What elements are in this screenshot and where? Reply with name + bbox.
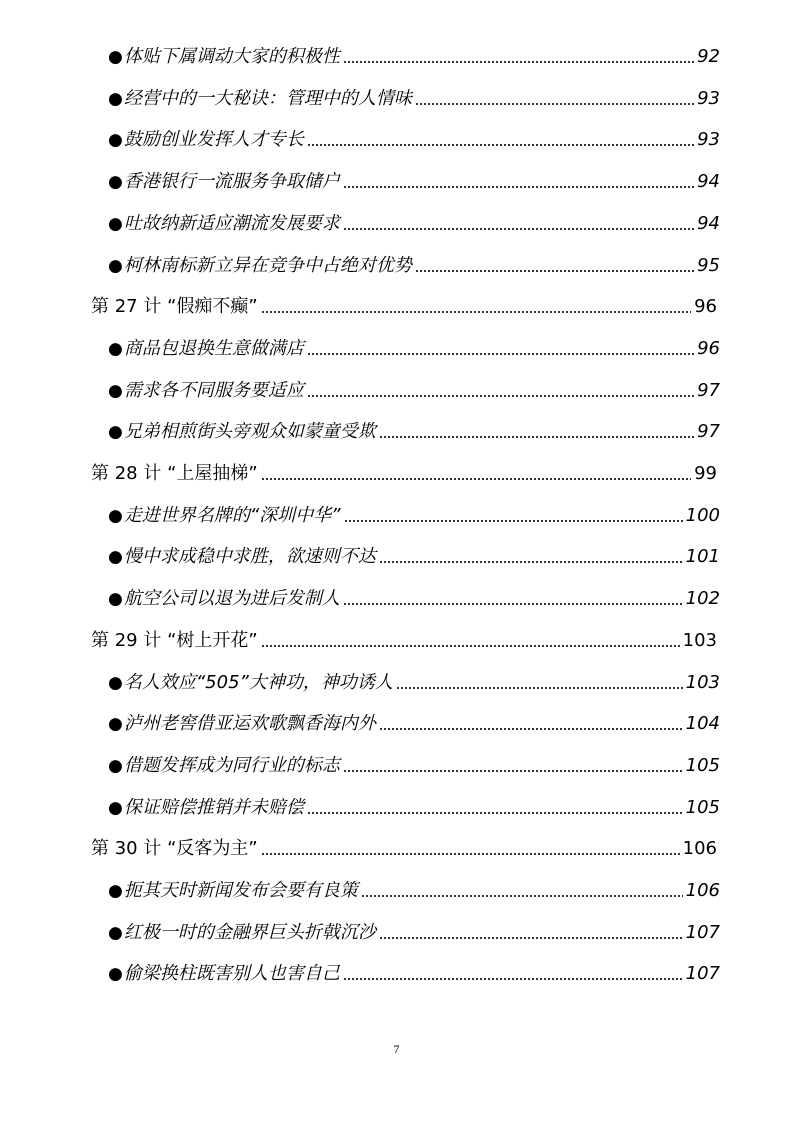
bullet-icon: ● [108, 130, 123, 151]
toc-chapter-entry[interactable] [91, 629, 717, 653]
toc-entry-title: 体贴下属调动大家的积极性 [123, 46, 340, 67]
dot-leader [344, 519, 683, 523]
dot-leader [261, 310, 691, 314]
dot-leader [343, 769, 683, 773]
dot-leader [379, 560, 683, 564]
toc-entry-page: 92 [697, 46, 720, 67]
toc-entry-page: 100 [685, 504, 720, 526]
toc-entry-page: 105 [685, 754, 720, 776]
bullet-icon: ● [108, 422, 123, 443]
bullet-icon: ● [108, 88, 123, 109]
bullet-icon: ● [108, 881, 123, 901]
toc-entry-page: 107 [685, 963, 720, 985]
toc-entry-title: 经营中的一大秘诀：管理中的人情味 [123, 87, 412, 109]
toc-entry-title: 柯林南标新立异在竞争中占绝对优势 [123, 254, 412, 276]
toc-entry-title: 扼其天时新闻发布会要有良策 [123, 880, 358, 901]
bullet-icon: ● [108, 547, 123, 568]
dot-leader [343, 60, 694, 64]
toc-sub-entry[interactable] [108, 587, 720, 611]
bullet-icon: ● [108, 380, 123, 401]
toc-chapter-entry[interactable] [91, 462, 717, 486]
toc-entry-title: 借题发挥成为同行业的标志 [123, 754, 340, 776]
toc-sub-entry[interactable] [108, 671, 720, 695]
dot-leader [307, 143, 694, 147]
toc-sub-entry[interactable] [108, 879, 720, 903]
toc-entry-page: 104 [685, 713, 720, 735]
bullet-icon: ● [108, 797, 123, 818]
dot-leader [261, 644, 680, 648]
bullet-icon: ● [108, 172, 123, 193]
dot-leader [261, 477, 691, 481]
toc-entry-page: 97 [697, 379, 720, 401]
toc-sub-entry[interactable] [108, 420, 720, 444]
bullet-icon: ● [108, 714, 123, 735]
toc-entry-title: 保证赔偿推销并未赔偿 [123, 796, 304, 818]
toc-entry-title: 走进世界名牌的“深圳中华” [123, 504, 341, 526]
toc-entry-title: 第 28 计 “上屋抽梯” [91, 463, 258, 484]
toc-entry-page: 105 [685, 796, 720, 818]
bullet-icon: ● [108, 964, 123, 985]
toc-entry-title: 第 27 计 “假痴不癫” [91, 296, 258, 318]
toc-entry-title: 商品包退换生意做满店 [123, 337, 304, 359]
toc-entry-title: 第 30 计 “反客为主” [91, 838, 258, 860]
toc-sub-entry[interactable] [108, 128, 720, 152]
bullet-icon: ● [108, 672, 123, 693]
dot-leader [261, 852, 680, 856]
toc-entry-title: 鼓励创业发挥人才专长 [123, 129, 304, 151]
toc-sub-entry[interactable] [108, 921, 720, 945]
toc-entry-page: 107 [685, 921, 720, 943]
toc-entry-title: 香港银行一流服务争取储户 [123, 171, 340, 193]
toc-entry-page: 106 [685, 880, 720, 901]
toc-sub-entry[interactable] [108, 504, 720, 528]
toc-entry-page: 97 [697, 421, 720, 443]
toc-entry-page: 99 [694, 463, 717, 484]
dot-leader [343, 977, 683, 981]
toc-entry-page: 106 [682, 838, 717, 860]
toc-entry-page: 95 [697, 254, 720, 276]
bullet-icon: ● [108, 589, 123, 610]
toc-entry-title: 慢中求成稳中求胜，欲速则不达 [123, 546, 376, 568]
bullet-icon: ● [108, 47, 123, 67]
dot-leader [361, 894, 683, 898]
toc-sub-entry[interactable] [108, 87, 720, 111]
toc-entry-title: 兄弟相煎街头旁观众如蒙童受欺 [123, 421, 376, 443]
toc-entry-title: 名人效应“505”大神功，神功诱人 [123, 671, 393, 693]
toc-chapter-entry[interactable] [91, 295, 717, 319]
dot-leader [415, 102, 694, 106]
dot-leader [307, 394, 694, 398]
dot-leader [343, 227, 694, 231]
toc-sub-entry[interactable] [108, 962, 720, 986]
toc-entry-page: 93 [697, 87, 720, 109]
toc-entry-title: 航空公司以退为进后发制人 [123, 588, 340, 610]
dot-leader [307, 352, 694, 356]
dot-leader [379, 936, 683, 940]
toc-sub-entry[interactable] [108, 254, 720, 278]
toc-sub-entry[interactable] [108, 379, 720, 403]
bullet-icon: ● [108, 338, 123, 359]
bullet-icon: ● [108, 505, 123, 526]
toc-entry-page: 102 [685, 588, 720, 610]
toc-entry-page: 94 [697, 171, 720, 193]
toc-sub-entry[interactable] [108, 545, 720, 569]
toc-entry-title: 第 29 计 “树上开花” [91, 629, 258, 651]
dot-leader [379, 435, 694, 439]
toc-entry-title: 偷梁换柱既害别人也害自己 [123, 963, 340, 985]
toc-entry-page: 101 [685, 546, 720, 568]
toc-entry-page: 93 [697, 129, 720, 151]
toc-entry-page: 103 [682, 629, 717, 651]
toc-entry-title: 泸州老窖借亚运欢歌飘香海内外 [123, 713, 376, 735]
dot-leader [307, 811, 683, 815]
bullet-icon: ● [108, 755, 123, 776]
toc-entry-title: 红极一时的金融界巨头折戟沉沙 [123, 921, 376, 943]
toc-sub-entry[interactable] [108, 45, 720, 69]
toc-entry-page: 96 [694, 296, 717, 318]
toc-sub-entry[interactable] [108, 712, 720, 736]
dot-leader [396, 686, 683, 690]
toc-sub-entry[interactable] [108, 796, 720, 820]
toc-entry-page: 94 [697, 212, 720, 234]
bullet-icon: ● [108, 255, 123, 276]
toc-entry-title: 需求各不同服务要适应 [123, 379, 304, 401]
bullet-icon: ● [108, 922, 123, 943]
dot-leader [415, 269, 694, 273]
toc-sub-entry[interactable] [108, 170, 720, 194]
page-number-footer: 7 [393, 1042, 400, 1056]
toc-sub-entry[interactable] [108, 337, 720, 361]
dot-leader [379, 727, 683, 731]
toc-chapter-entry[interactable] [91, 837, 717, 861]
bullet-icon: ● [108, 213, 123, 234]
toc-entry-title: 吐故纳新适应潮流发展要求 [123, 212, 340, 234]
toc-sub-entry[interactable] [108, 212, 720, 236]
dot-leader [343, 602, 683, 606]
dot-leader [343, 185, 694, 189]
toc-entry-page: 96 [697, 337, 720, 359]
toc-sub-entry[interactable] [108, 754, 720, 778]
toc-entry-page: 103 [685, 671, 720, 693]
